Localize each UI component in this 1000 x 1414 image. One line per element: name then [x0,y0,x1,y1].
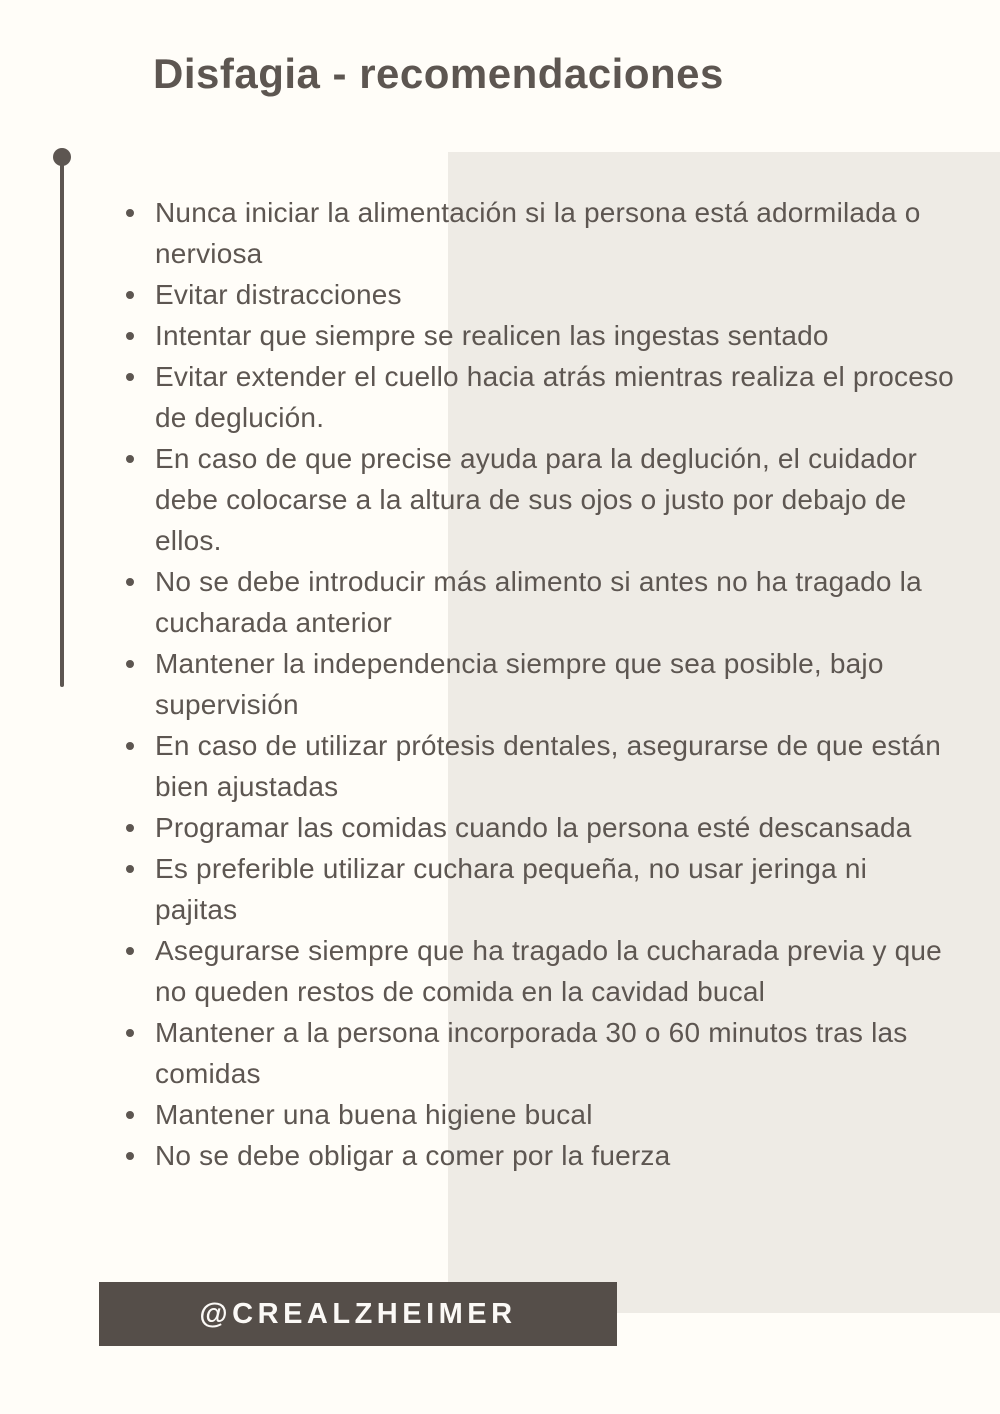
bullet-icon [126,742,134,750]
list-item-text: Es preferible utilizar cuchara pequeña, no usar jeringa ni pajitas [155,853,868,925]
timeline-line [60,158,64,687]
page-title: Disfagia - recomendaciones [153,50,724,97]
recommendations-list [126,192,956,1176]
list-item-text: Programar las comidas cuando la persona esté descansada [155,812,912,843]
list-item-text: En caso de utilizar prótesis dentales, asegurarse de que están bien ajustadas [155,730,941,802]
footer-handle: @CREALZHEIMER [199,1297,517,1330]
list-item [126,356,956,438]
bullet-icon [126,660,134,668]
footer-badge [99,1282,617,1346]
list-item-text: Evitar extender el cuello hacia atrás mientras realiza el proceso de deglución. [155,361,954,433]
list-item [126,1094,956,1135]
list-item-text: Mantener la independencia siempre que sea posible, bajo supervisión [155,648,884,720]
bullet-icon [126,1111,134,1119]
bullet-icon [126,1152,134,1160]
list-item-text: Nunca iniciar la alimentación si la persona está adormilada o nerviosa [155,197,921,269]
list-item [126,274,956,315]
list-item [126,438,956,561]
list-item-text: No se debe introducir más alimento si antes no ha tragado la cucharada anterior [155,566,922,638]
list-item-text: Evitar distracciones [155,279,402,310]
list-item [126,315,956,356]
timeline-marker [52,148,72,693]
bullet-icon [126,824,134,832]
bullet-icon [126,209,134,217]
list-item [126,643,956,725]
bullet-icon [126,865,134,873]
list-item [126,807,956,848]
list-item [126,725,956,807]
list-item-text: Asegurarse siempre que ha tragado la cucharada previa y que no queden restos de comida en la cavidad bucal [155,935,942,1007]
list-item [126,848,956,930]
bullet-icon [126,291,134,299]
list-item-text: Mantener a la persona incorporada 30 o 60 minutos tras las comidas [155,1017,908,1089]
bullet-icon [126,455,134,463]
list-item [126,1012,956,1094]
bullet-icon [126,578,134,586]
list-item-text: Intentar que siempre se realicen las ingestas sentado [155,320,829,351]
bullet-icon [126,1029,134,1037]
list-item-text: En caso de que precise ayuda para la deglución, el cuidador debe colocarse a la altura de sus ojos o justo por debajo de ellos. [155,443,918,556]
list-item-text: No se debe obligar a comer por la fuerza [155,1140,671,1171]
bullet-icon [126,332,134,340]
list-item [126,930,956,1012]
list-item [126,1135,956,1176]
bullet-icon [126,947,134,955]
bullet-icon [126,373,134,381]
list-item-text: Mantener una buena higiene bucal [155,1099,593,1130]
list-item [126,561,956,643]
list-item [126,192,956,274]
